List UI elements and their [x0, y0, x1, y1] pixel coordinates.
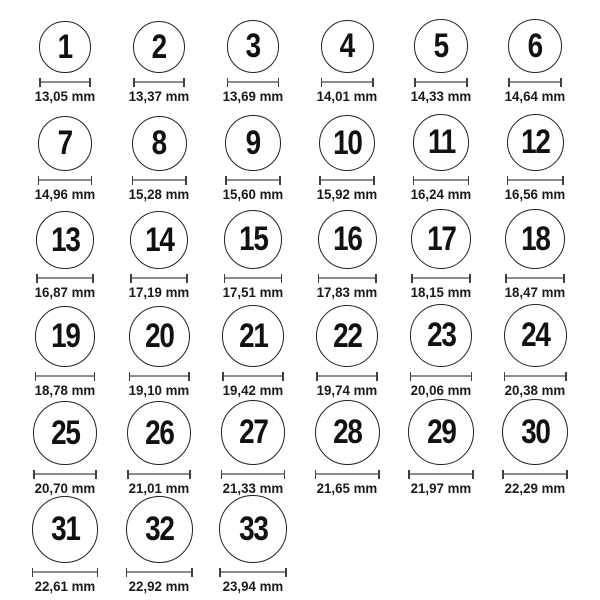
diameter-label: 16,87 mm [34, 283, 96, 300]
diameter-measure [219, 568, 287, 577]
diameter-label: 18,47 mm [504, 283, 566, 300]
measure-tick-right [279, 176, 281, 185]
measure-tick-right [565, 372, 567, 381]
ring-size-item [112, 202, 206, 300]
ring-size-item [18, 202, 112, 300]
measure-tick-right [472, 470, 474, 479]
ring-size-number: 18 [520, 219, 550, 258]
diameter-label: 21,65 mm [316, 479, 378, 496]
diameter-measure [39, 78, 91, 87]
ring-circle [33, 401, 97, 465]
ring-size-item [112, 300, 206, 398]
diameter-label: 20,06 mm [410, 381, 472, 398]
measure-tick-right [185, 176, 187, 185]
diameter-label: 17,51 mm [222, 283, 284, 300]
ring-circle [315, 400, 380, 465]
ring-size-number: 20 [144, 317, 174, 356]
measure-line [413, 179, 470, 181]
ring-size-item [112, 496, 206, 594]
ring-size-number: 30 [520, 412, 550, 451]
measure-tick-left [126, 568, 128, 577]
diameter-label: 15,28 mm [128, 185, 190, 202]
diameter-label: 21,97 mm [410, 479, 472, 496]
diameter-label: 20,70 mm [34, 479, 96, 496]
ring-size-number: 24 [520, 316, 550, 355]
diameter-measure [316, 372, 378, 381]
diameter-label: 19,10 mm [128, 381, 190, 398]
diameter-measure [225, 176, 281, 185]
diameter-measure [126, 568, 193, 577]
measure-tick-left [321, 78, 323, 87]
measure-line [32, 571, 99, 573]
measure-tick-left [132, 176, 134, 185]
diameter-measure [408, 470, 474, 479]
ring-circle [408, 399, 474, 465]
ring-circle [225, 115, 281, 171]
measure-tick-right [282, 372, 284, 381]
measure-tick-right [378, 470, 380, 479]
measure-tick-right [375, 274, 377, 283]
ring-circle [38, 116, 93, 171]
diameter-measure [132, 176, 187, 185]
ring-size-item [206, 496, 300, 594]
measure-tick-left [507, 176, 509, 185]
ring-size-number: 27 [238, 413, 268, 452]
diameter-label: 23,94 mm [222, 577, 284, 594]
chart-row [0, 300, 600, 398]
ring-size-item [394, 104, 488, 202]
ring-circle [504, 304, 567, 367]
measure-tick-left [33, 470, 35, 479]
chart-row [0, 398, 600, 496]
ring-size-number: 15 [238, 220, 268, 259]
measure-line [318, 277, 377, 279]
measure-tick-left [410, 372, 412, 381]
measure-line [38, 179, 93, 181]
diameter-label: 22,92 mm [128, 577, 190, 594]
measure-tick-right [189, 470, 191, 479]
measure-tick-right [468, 176, 470, 185]
ring-size-number: 32 [144, 510, 174, 549]
measure-line [502, 473, 568, 475]
measure-tick-left [38, 176, 40, 185]
ring-size-number: 14 [144, 220, 174, 259]
ring-size-number: 23 [426, 316, 456, 355]
ring-circle [507, 114, 564, 171]
chart-row [0, 104, 600, 202]
diameter-measure [504, 372, 567, 381]
diameter-label: 13,69 mm [222, 87, 284, 104]
measure-tick-left [224, 274, 226, 283]
ring-size-number: 16 [332, 220, 362, 259]
ring-circle [221, 400, 286, 465]
measure-tick-left [39, 78, 41, 87]
measure-line [129, 375, 190, 377]
measure-tick-right [188, 372, 190, 381]
diameter-measure [410, 372, 473, 381]
measure-tick-right [95, 470, 97, 479]
diameter-label: 19,42 mm [222, 381, 284, 398]
measure-tick-right [191, 568, 193, 577]
measure-tick-right [284, 470, 286, 479]
ring-size-number: 3 [245, 27, 261, 66]
measure-tick-left [318, 274, 320, 283]
measure-tick-right [560, 78, 562, 87]
measure-tick-left [133, 78, 135, 87]
measure-tick-right [562, 176, 564, 185]
diameter-measure [227, 78, 280, 87]
measure-tick-left [316, 372, 318, 381]
ring-size-item [18, 6, 112, 104]
ring-size-number: 6 [527, 26, 543, 65]
ring-size-number: 10 [332, 123, 362, 162]
measure-tick-right [566, 470, 568, 479]
measure-tick-right [92, 274, 94, 283]
diameter-label: 13,37 mm [128, 87, 190, 104]
measure-tick-left [319, 176, 321, 185]
diameter-measure [221, 470, 286, 479]
measure-line [219, 571, 287, 573]
ring-size-item [206, 202, 300, 300]
diameter-measure [133, 78, 185, 87]
diameter-label: 14,01 mm [316, 87, 378, 104]
ring-size-number: 33 [238, 509, 268, 548]
diameter-label: 14,33 mm [410, 87, 472, 104]
ring-circle [318, 210, 377, 269]
measure-tick-left [127, 470, 129, 479]
measure-tick-left [227, 78, 229, 87]
ring-size-number: 2 [151, 27, 167, 66]
ring-size-item [300, 202, 394, 300]
measure-line [316, 375, 378, 377]
measure-line [411, 277, 471, 279]
ring-size-item [488, 202, 582, 300]
measure-tick-right [183, 78, 185, 87]
ring-size-item [488, 398, 582, 496]
measure-line [35, 375, 96, 377]
diameter-measure [318, 274, 377, 283]
measure-line [132, 179, 187, 181]
measure-tick-right [278, 78, 280, 87]
ring-size-item [206, 300, 300, 398]
ring-size-number: 9 [245, 123, 261, 162]
measure-tick-left [129, 372, 131, 381]
ring-size-item [18, 398, 112, 496]
diameter-measure [507, 176, 564, 185]
diameter-measure [224, 274, 283, 283]
ring-circle [413, 114, 470, 171]
ring-circle [32, 496, 99, 563]
ring-size-number: 13 [50, 220, 80, 259]
measure-tick-left [502, 470, 504, 479]
measure-line [410, 375, 473, 377]
ring-size-item [394, 300, 488, 398]
measure-tick-left [35, 372, 37, 381]
ring-circle [321, 20, 374, 73]
diameter-measure [502, 470, 568, 479]
ring-size-item [112, 6, 206, 104]
ring-size-item [300, 104, 394, 202]
measure-tick-left [130, 274, 132, 283]
ring-circle [319, 115, 375, 171]
measure-line [507, 179, 564, 181]
diameter-label: 20,38 mm [504, 381, 566, 398]
diameter-label: 17,83 mm [316, 283, 378, 300]
measure-line [227, 81, 280, 83]
chart-row [0, 6, 600, 104]
ring-size-number: 31 [50, 510, 80, 549]
measure-tick-left [32, 568, 34, 577]
ring-circle [219, 495, 287, 563]
ring-size-number: 7 [57, 124, 73, 163]
diameter-label: 16,56 mm [504, 185, 566, 202]
ring-circle [39, 21, 91, 73]
diameter-label: 21,01 mm [128, 479, 190, 496]
measure-tick-left [315, 470, 317, 479]
measure-tick-right [466, 78, 468, 87]
measure-tick-left [219, 568, 221, 577]
measure-line [508, 81, 562, 83]
measure-tick-right [97, 568, 99, 577]
measure-line [315, 473, 380, 475]
measure-tick-right [372, 78, 374, 87]
ring-size-item [394, 6, 488, 104]
diameter-measure [411, 274, 471, 283]
measure-tick-left [221, 470, 223, 479]
ring-size-item [112, 398, 206, 496]
measure-tick-left [36, 274, 38, 283]
diameter-measure [36, 274, 94, 283]
measure-line [126, 571, 193, 573]
diameter-measure [413, 176, 470, 185]
ring-circle [129, 306, 190, 367]
ring-size-number: 4 [339, 27, 355, 66]
ring-size-item [488, 300, 582, 398]
ring-size-item [300, 300, 394, 398]
ring-size-item [206, 398, 300, 496]
ring-circle [316, 305, 378, 367]
diameter-label: 22,29 mm [504, 479, 566, 496]
ring-circle [222, 305, 284, 367]
diameter-measure [127, 470, 191, 479]
measure-line [321, 81, 374, 83]
diameter-measure [315, 470, 380, 479]
chart-row [0, 202, 600, 300]
diameter-measure [130, 274, 188, 283]
ring-circle [133, 21, 185, 73]
measure-line [222, 375, 284, 377]
diameter-measure [32, 568, 99, 577]
ring-circle [36, 211, 94, 269]
diameter-measure [33, 470, 97, 479]
ring-size-item [206, 6, 300, 104]
ring-size-item [488, 104, 582, 202]
ring-circle [35, 306, 96, 367]
diameter-label: 14,96 mm [34, 185, 96, 202]
ring-size-item [488, 6, 582, 104]
ring-size-item [18, 300, 112, 398]
measure-tick-left [504, 372, 506, 381]
diameter-measure [505, 274, 565, 283]
diameter-label: 22,61 mm [34, 577, 96, 594]
ring-size-item [300, 398, 394, 496]
ring-circle [224, 210, 283, 269]
ring-size-item [394, 202, 488, 300]
ring-size-number: 21 [238, 316, 268, 355]
ring-size-number: 28 [332, 413, 362, 452]
measure-tick-right [281, 274, 283, 283]
measure-line [319, 179, 375, 181]
measure-line [127, 473, 191, 475]
ring-circle [508, 19, 562, 73]
measure-tick-left [222, 372, 224, 381]
ring-circle [126, 496, 193, 563]
ring-circle [411, 209, 471, 269]
ring-size-item [18, 496, 112, 594]
measure-line [504, 375, 567, 377]
measure-tick-right [563, 274, 565, 283]
diameter-measure [222, 372, 284, 381]
measure-line [505, 277, 565, 279]
diameter-label: 16,24 mm [410, 185, 472, 202]
ring-size-number: 5 [433, 26, 449, 65]
measure-tick-left [225, 176, 227, 185]
ring-size-number: 1 [57, 27, 73, 66]
ring-size-number: 29 [426, 412, 456, 451]
diameter-measure [414, 78, 468, 87]
measure-line [39, 81, 91, 83]
ring-size-number: 19 [50, 317, 80, 356]
measure-line [130, 277, 188, 279]
diameter-label: 14,64 mm [504, 87, 566, 104]
measure-tick-left [413, 176, 415, 185]
measure-tick-left [505, 274, 507, 283]
diameter-measure [129, 372, 190, 381]
ring-size-number: 11 [427, 123, 455, 162]
diameter-label: 13,05 mm [34, 87, 96, 104]
diameter-label: 15,60 mm [222, 185, 284, 202]
diameter-label: 18,78 mm [34, 381, 96, 398]
measure-line [408, 473, 474, 475]
measure-tick-left [411, 274, 413, 283]
ring-size-item [300, 6, 394, 104]
measure-line [221, 473, 286, 475]
diameter-measure [508, 78, 562, 87]
measure-line [414, 81, 468, 83]
diameter-label: 19,74 mm [316, 381, 378, 398]
measure-tick-right [89, 78, 91, 87]
diameter-label: 18,15 mm [410, 283, 472, 300]
diameter-measure [319, 176, 375, 185]
ring-circle [505, 209, 565, 269]
measure-line [133, 81, 185, 83]
measure-tick-right [373, 176, 375, 185]
ring-size-number: 17 [426, 219, 456, 258]
ring-size-item [394, 398, 488, 496]
ring-circle [227, 20, 280, 73]
ring-size-item [112, 104, 206, 202]
ring-size-number: 26 [144, 413, 174, 452]
measure-line [224, 277, 283, 279]
ring-circle [132, 116, 187, 171]
measure-tick-right [471, 372, 473, 381]
ring-circle [414, 19, 468, 73]
measure-line [36, 277, 94, 279]
ring-size-number: 22 [332, 316, 362, 355]
diameter-measure [35, 372, 96, 381]
ring-size-item [206, 104, 300, 202]
diameter-label: 17,19 mm [128, 283, 190, 300]
ring-size-number: 25 [50, 413, 80, 452]
measure-line [33, 473, 97, 475]
ring-circle [410, 304, 473, 367]
diameter-label: 21,33 mm [222, 479, 284, 496]
diameter-label: 15,92 mm [316, 185, 378, 202]
measure-tick-right [285, 568, 287, 577]
chart-row [0, 496, 600, 594]
ring-circle [127, 401, 191, 465]
ring-size-number: 8 [151, 124, 167, 163]
measure-line [225, 179, 281, 181]
measure-tick-left [408, 470, 410, 479]
diameter-measure [321, 78, 374, 87]
diameter-measure [38, 176, 93, 185]
measure-tick-left [508, 78, 510, 87]
measure-tick-right [186, 274, 188, 283]
measure-tick-right [469, 274, 471, 283]
measure-tick-right [376, 372, 378, 381]
ring-circle [502, 399, 568, 465]
measure-tick-left [414, 78, 416, 87]
ring-circle [130, 211, 188, 269]
measure-tick-right [94, 372, 96, 381]
ring-size-number: 12 [520, 123, 550, 162]
ring-size-item [18, 104, 112, 202]
measure-tick-right [91, 176, 93, 185]
